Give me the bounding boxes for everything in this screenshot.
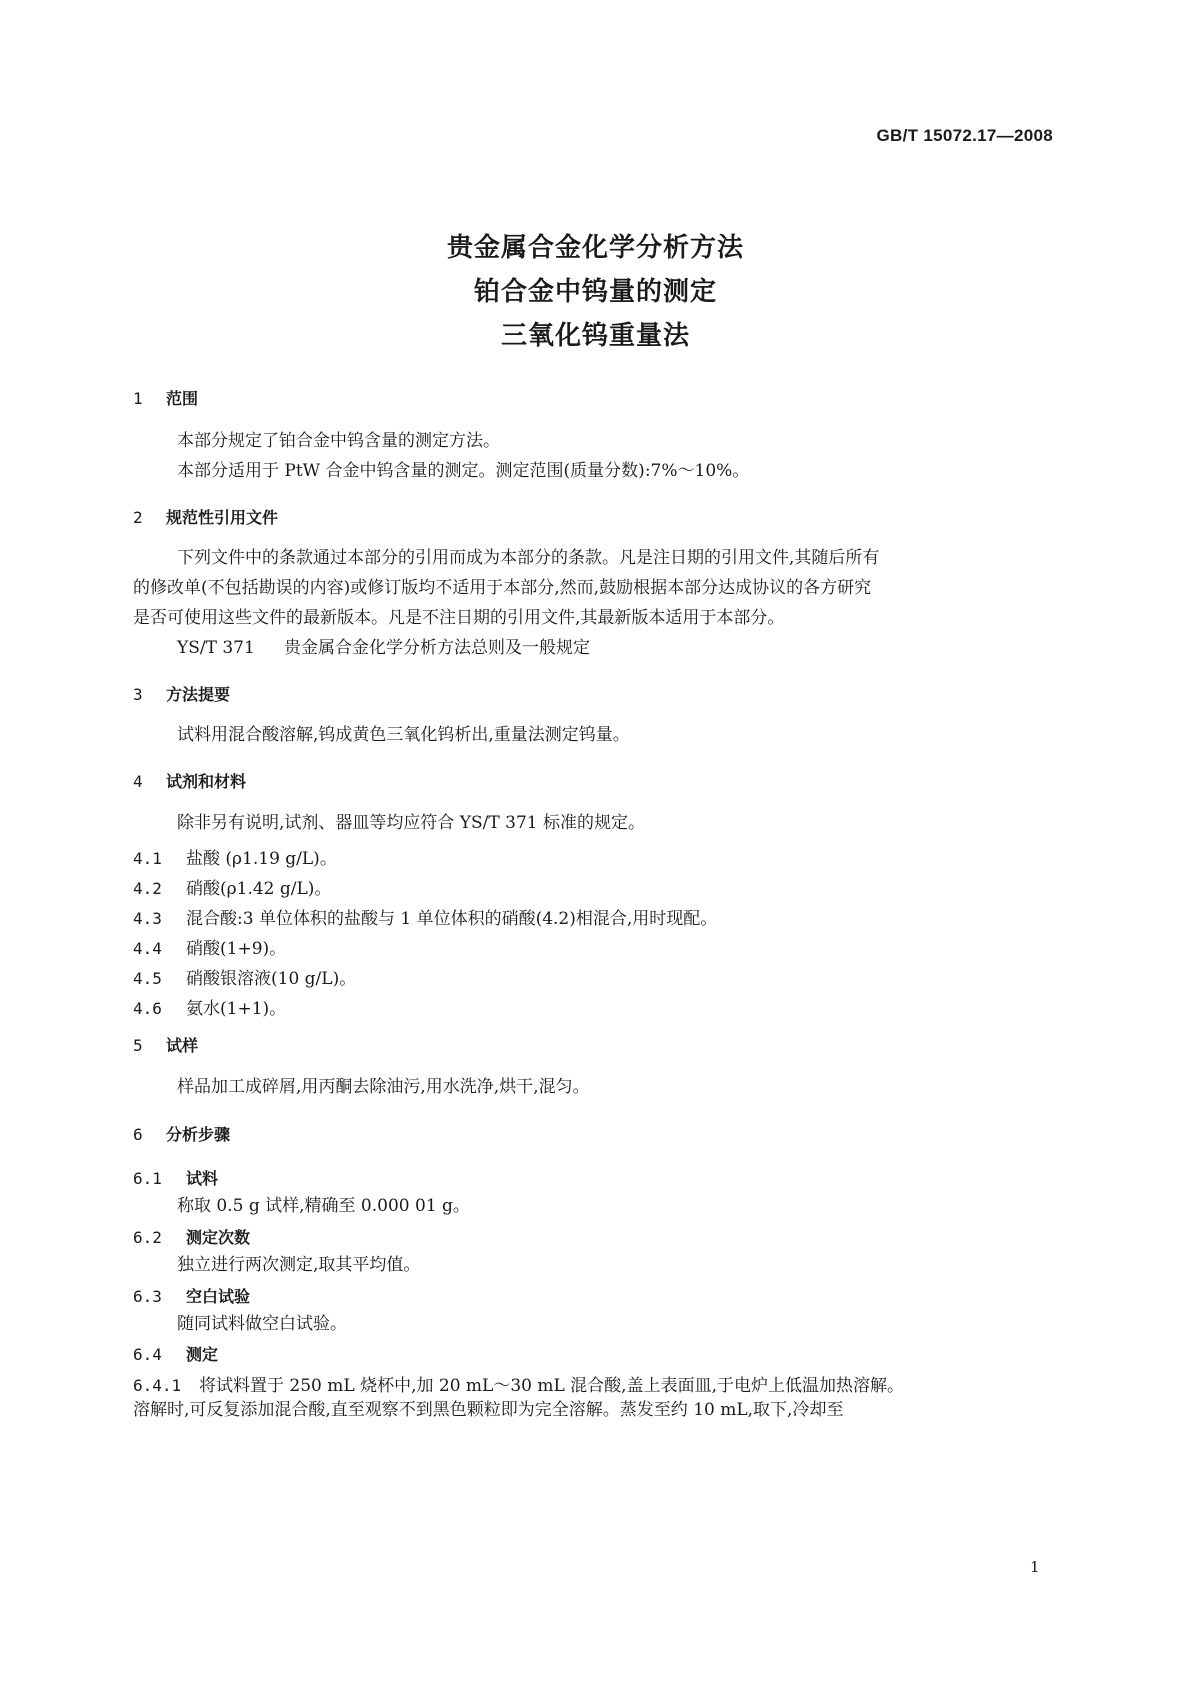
paragraph: 溶解时,可反复添加混合酸,直至观察不到黑色颗粒即为完全溶解。蒸发至约 10 mL,取下,冷却至	[133, 1400, 844, 1420]
list-item	[133, 874, 331, 899]
title-line-3: 三氧化钨重量法	[500, 321, 690, 351]
item-text: 氨水(1+1)。	[186, 999, 287, 1019]
list-item	[133, 994, 286, 1019]
standard-number: GB/T 15072.17—2008	[876, 126, 1053, 145]
item-text: 硝酸(1+9)。	[186, 939, 287, 959]
subsection-heading-test-portion	[133, 1166, 218, 1189]
item-text: 硝酸(ρ1.42 g/L)。	[186, 879, 332, 899]
section-number: 6	[133, 1125, 143, 1144]
list-item	[133, 934, 286, 959]
section-heading-procedure	[133, 1122, 230, 1145]
paragraph: 试料用混合酸溶解,钨成黄色三氧化钨析出,重量法测定钨量。	[177, 725, 630, 745]
subsection-number: 6.2	[133, 1228, 162, 1247]
section-title: 试样	[166, 1036, 199, 1055]
subsection-heading-determination	[133, 1342, 218, 1365]
paragraph: 除非另有说明,试剂、器皿等均应符合 YS/T 371 标准的规定。	[177, 813, 645, 833]
subsection-number: 6.4	[133, 1345, 162, 1364]
clause-paragraph	[133, 1371, 904, 1396]
subsection-title: 空白试验	[186, 1287, 251, 1306]
title-line-1: 贵金属合金化学分析方法	[446, 233, 744, 263]
clause-number: 6.4.1	[133, 1376, 182, 1395]
item-number: 4.4	[133, 939, 162, 958]
section-number: 1	[133, 389, 143, 408]
paragraph: 下列文件中的条款通过本部分的引用而成为本部分的条款。凡是注日期的引用文件,其随后所有	[177, 548, 880, 568]
section-number: 4	[133, 772, 143, 791]
document-title	[0, 226, 1191, 358]
paragraph: 的修改单(不包括勘误的内容)或修订版均不适用于本部分,然而,鼓励根据本部分达成协议的各方研究	[133, 578, 872, 598]
item-number: 4.3	[133, 909, 162, 928]
list-item	[133, 904, 717, 929]
paragraph: 随同试料做空白试验。	[177, 1314, 347, 1334]
item-number: 4.2	[133, 879, 162, 898]
section-number: 5	[133, 1036, 143, 1055]
subsection-title: 测定次数	[186, 1228, 251, 1247]
section-title: 试剂和材料	[166, 772, 247, 791]
section-number: 2	[133, 508, 143, 527]
paragraph: 是否可使用这些文件的最新版本。凡是不注日期的引用文件,其最新版本适用于本部分。	[133, 608, 785, 628]
subsection-title: 测定	[186, 1345, 219, 1364]
section-heading-normative-references	[133, 505, 278, 528]
section-heading-method-summary	[133, 682, 230, 705]
section-title: 分析步骤	[166, 1125, 231, 1144]
section-title: 方法提要	[166, 685, 231, 704]
paragraph: 称取 0.5 g 试样,精确至 0.000 01 g。	[177, 1196, 470, 1216]
paragraph: 本部分规定了铂合金中钨含量的测定方法。	[177, 431, 500, 451]
item-number: 4.1	[133, 849, 162, 868]
section-heading-scope	[133, 386, 198, 409]
page-number: 1	[1030, 1558, 1040, 1576]
section-heading-reagents	[133, 769, 246, 792]
subsection-number: 6.3	[133, 1287, 162, 1306]
clause-text: 将试料置于 250 mL 烧杯中,加 20 mL～30 mL 混合酸,盖上表面皿,于电炉上低温加热溶解。	[199, 1376, 904, 1396]
subsection-title: 试料	[186, 1169, 219, 1188]
section-number: 3	[133, 685, 143, 704]
section-heading-sample	[133, 1033, 198, 1056]
list-item	[133, 844, 337, 869]
paragraph: 独立进行两次测定,取其平均值。	[177, 1255, 421, 1275]
item-text: 盐酸 (ρ1.19 g/L)。	[186, 849, 337, 869]
paragraph: 本部分适用于 PtW 合金中钨含量的测定。测定范围(质量分数):7%～10%。	[177, 461, 750, 481]
title-line-2: 铂合金中钨量的测定	[473, 277, 717, 307]
subsection-heading-blank-test	[133, 1284, 250, 1307]
reference-title: 贵金属合金化学分析方法总则及一般规定	[284, 638, 590, 658]
reference-code: YS/T 371	[177, 638, 255, 658]
section-title: 规范性引用文件	[166, 508, 279, 527]
subsection-number: 6.1	[133, 1169, 162, 1188]
item-text: 混合酸:3 单位体积的盐酸与 1 单位体积的硝酸(4.2)相混合,用时现配。	[186, 909, 718, 929]
reference-entry	[177, 633, 590, 663]
subsection-heading-determinations	[133, 1225, 250, 1248]
list-item	[133, 964, 356, 989]
paragraph: 样品加工成碎屑,用丙酮去除油污,用水洗净,烘干,混匀。	[177, 1077, 590, 1097]
item-number: 4.5	[133, 969, 162, 988]
item-text: 硝酸银溶液(10 g/L)。	[186, 969, 357, 989]
section-title: 范围	[166, 389, 199, 408]
item-number: 4.6	[133, 999, 162, 1018]
